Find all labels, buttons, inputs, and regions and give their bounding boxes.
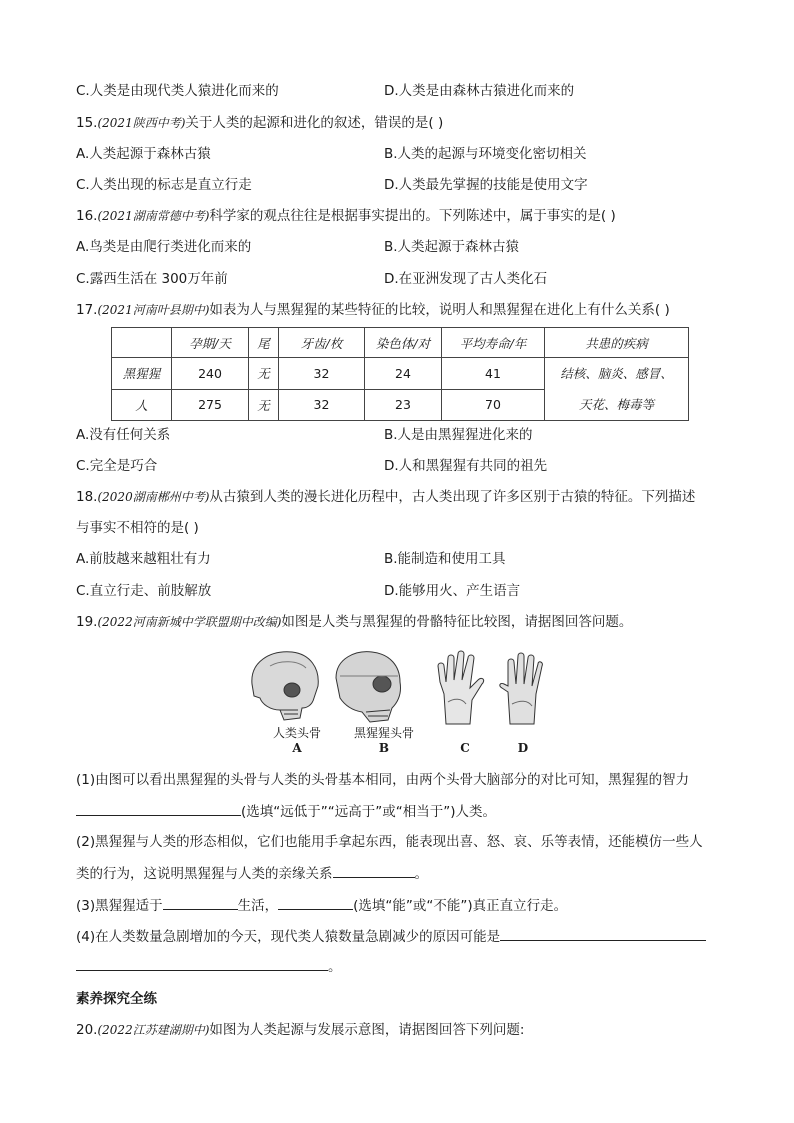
q18-source: (2020湖南郴州中考) [97, 490, 210, 504]
table-cell: 275 [172, 389, 249, 421]
q16-option-d: D.在亚洲发现了古人类化石 [384, 271, 548, 287]
q18-option-d: D.能够用火、产生语言 [384, 583, 521, 599]
q19-part3-text-a: (3)黑猩猩适于 [76, 898, 163, 914]
q19-part3-text-c: (选填“能”或“不能”)真正直立行走。 [353, 898, 568, 914]
q19-part1-line1: (1)由图可以看出黑猩猩的头骨与人类的头骨基本相同，由两个头骨大脑部分的对比可知，黑猩猩的智力 [76, 772, 690, 788]
q18-option-a: A.前肢越来越粗壮有力 [76, 551, 211, 567]
q15-option-c: C.人类出现的标志是直立行走 [76, 177, 252, 193]
human-skull-icon [252, 652, 318, 720]
table-cell: 32 [279, 358, 365, 390]
table-cell: 41 [442, 358, 545, 390]
table-cell: 24 [365, 358, 442, 390]
table-cell-diseases [545, 358, 689, 421]
table-header-cell: 共患的疾病 [545, 328, 689, 358]
table-cell: 240 [172, 358, 249, 390]
label-c: C [460, 741, 470, 755]
table-header-cell [112, 328, 172, 358]
q19-part3-text-b: 生活， [237, 898, 279, 914]
label-d: D [517, 741, 529, 755]
q15-text: 关于人类的起源和进化的叙述，错误的是( ) [185, 115, 444, 131]
q19-stem [76, 613, 632, 631]
table-header-cell: 尾 [249, 328, 279, 358]
q17-option-a: A.没有任何关系 [76, 427, 171, 443]
q18-stem [76, 488, 695, 506]
q20-number: 20. [76, 1022, 98, 1038]
q19-part4-end: 。 [328, 959, 342, 975]
q17-option-d: D.人和黑猩猩有共同的祖先 [384, 458, 548, 474]
q20-text: 如图为人类起源与发展示意图，请据图回答下列问题: [209, 1022, 525, 1038]
q15-option-a: A.人类起源于森林古猿 [76, 146, 211, 162]
q14-option-d: D.人类是由森林古猿进化而来的 [384, 83, 575, 99]
q19-part1-text: (选填“远低于”“远高于”或“相当于”)人类。 [241, 804, 496, 820]
q19-part2-end: 。 [414, 866, 428, 882]
q17-option-c: C.完全是巧合 [76, 458, 158, 474]
q16-option-c: C.露西生活在 300万年前 [76, 271, 228, 287]
q15-number: 15. [76, 115, 98, 131]
chimpanzee-hand-icon [500, 653, 543, 724]
q16-stem [76, 207, 616, 225]
q20-stem [76, 1021, 524, 1039]
label-a: A [292, 741, 302, 755]
q17-stem [76, 301, 670, 319]
human-hand-icon [438, 651, 484, 724]
table-cell: 人 [112, 389, 172, 421]
q19-part2-text: 类的行为，这说明黑猩猩与人类的亲缘关系 [76, 866, 333, 882]
q16-source: (2021湖南常德中考) [97, 209, 210, 223]
caption-human-skull: 人类头骨 [272, 726, 321, 740]
label-b: B [378, 741, 390, 755]
q15-source: (2021陕西中考) [97, 116, 186, 130]
answer-blank-3[interactable] [163, 895, 238, 910]
q19-part4-line1 [76, 926, 706, 946]
q18-stem-line2: 与事实不相符的是( ) [76, 520, 199, 536]
table-header-cell: 孕期/天 [172, 328, 249, 358]
q19-source: (2022河南新城中学联盟期中改编) [97, 615, 282, 629]
q19-number: 19. [76, 614, 98, 630]
q16-option-a: A.鸟类是由爬行类进化而来的 [76, 239, 252, 255]
figure-illustration [240, 648, 550, 728]
answer-blank-4[interactable] [278, 895, 353, 910]
q18-number: 18. [76, 489, 98, 505]
q18-option-c: C.直立行走、前肢解放 [76, 583, 212, 599]
answer-blank-6[interactable] [76, 956, 328, 971]
table-row [112, 358, 689, 390]
q15-stem [76, 114, 443, 132]
comparison-table [111, 327, 689, 421]
answer-blank-1[interactable] [76, 801, 241, 816]
q16-text: 科学家的观点往往是根据事实提出的。下列陈述中，属于事实的是( ) [209, 208, 616, 224]
q16-option-b: B.人类起源于森林古猿 [384, 239, 520, 255]
q19-part1-line2 [76, 801, 496, 821]
disease-text-line2: 天花、梅毒等 [578, 397, 654, 412]
answer-blank-2[interactable] [333, 863, 415, 878]
table-cell: 无 [249, 358, 279, 390]
q19-part3 [76, 895, 567, 915]
caption-chimp-skull: 黑猩猩头骨 [353, 726, 414, 740]
answer-blank-5[interactable] [500, 926, 706, 941]
q17-option-b: B.人是由黑猩猩进化来的 [384, 427, 533, 443]
table-cell: 70 [442, 389, 545, 421]
q18-option-b: B.能制造和使用工具 [384, 551, 506, 567]
q19-part2-line2 [76, 863, 428, 883]
q17-text: 如表为人与黑猩猩的某些特征的比较，说明人和黑猩猩在进化上有什么关系( ) [209, 302, 670, 318]
q19-part4-line2 [76, 956, 342, 976]
section-heading: 素养探究全练 [76, 991, 157, 1007]
q17-number: 17. [76, 302, 98, 318]
table-header-row [112, 328, 689, 358]
table-header-cell: 染色体/对 [365, 328, 442, 358]
q16-number: 16. [76, 208, 98, 224]
disease-text-line1: 结核、脑炎、感冒、 [560, 366, 673, 381]
table-cell: 32 [279, 389, 365, 421]
q20-source: (2022江苏建湖期中) [97, 1023, 210, 1037]
skeleton-comparison-figure [240, 648, 550, 758]
q15-option-b: B.人类的起源与环境变化密切相关 [384, 146, 587, 162]
q19-part4-text: (4)在人类数量急剧增加的今天，现代类人猿数量急剧减少的原因可能是 [76, 929, 501, 945]
chimpanzee-skull-icon [336, 652, 401, 722]
q14-option-c: C.人类是由现代类人猿进化而来的 [76, 83, 279, 99]
table-cell: 无 [249, 389, 279, 421]
q18-text: 从古猿到人类的漫长进化历程中，古人类出现了许多区别于古猿的特征。下列描述 [209, 489, 696, 505]
q19-text: 如图是人类与黑猩猩的骨骼特征比较图，请据图回答问题。 [281, 614, 633, 630]
table-cell: 23 [365, 389, 442, 421]
table-header-cell: 牙齿/枚 [279, 328, 365, 358]
q17-source: (2021河南叶县期中) [97, 303, 210, 317]
q15-option-d: D.人类最先掌握的技能是使用文字 [384, 177, 588, 193]
table-cell: 黑猩猩 [112, 358, 172, 390]
table-header-cell: 平均寿命/年 [442, 328, 545, 358]
q19-part2-line1: (2)黑猩猩与人类的形态相似，它们也能用手拿起东西，能表现出喜、怒、哀、乐等表情，还能模仿一些人 [76, 834, 703, 850]
